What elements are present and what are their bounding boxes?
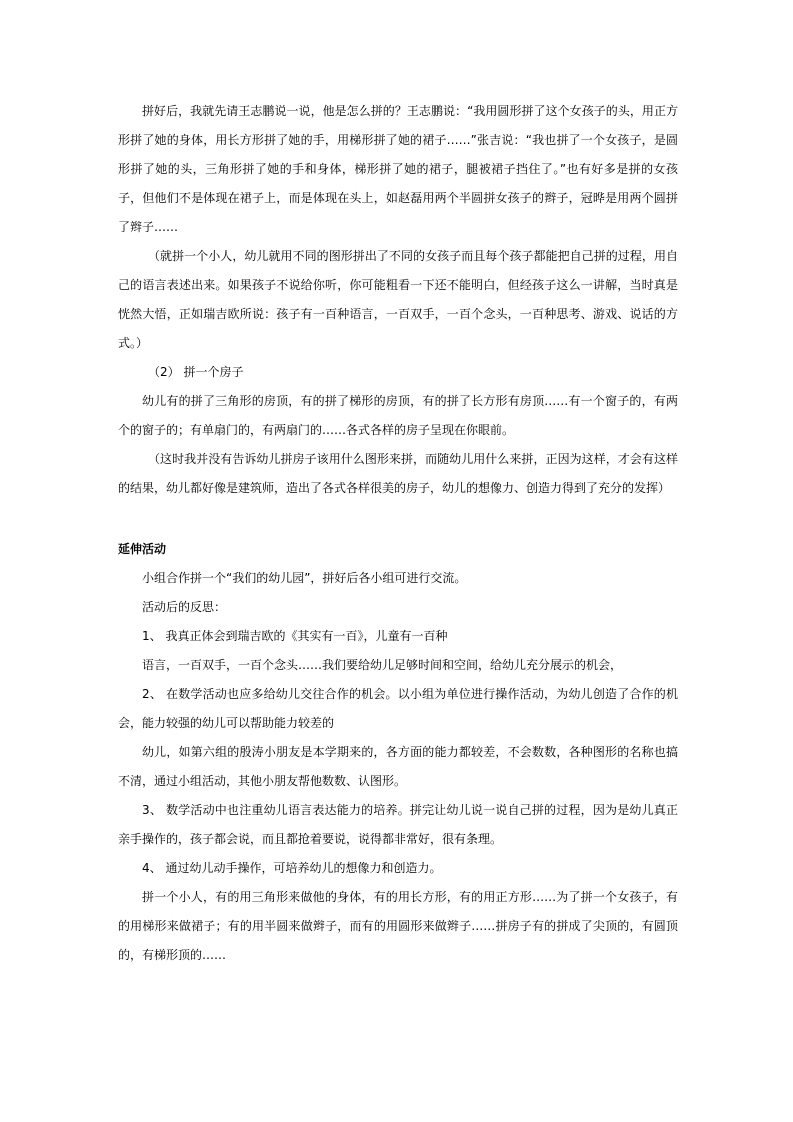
list-item-2: 2、 在数学活动也应多给幼儿交往合作的机会。以小组为单位进行操作活动，为幼儿创造了合作的机会，能力较强的幼儿可以帮助能力较差的 [118,687,678,730]
paragraph-group-kindergarten: 小组合作拼一个“我们的幼儿园”，拼好后各小组可进行交流。 [142,571,467,585]
paragraph-reflection-house: （这时我并没有告诉幼儿拼房子该用什么图形来拼，而随幼儿用什么来拼，正因为这样，才会有这样的结果，幼儿都好像是建筑师，造出了各式各样很美的房子，幼儿的想像力、创造力得到了充分的发挥） [118,452,678,495]
heading-extension-activity: 延伸活动 [118,542,167,556]
section-pinxiaoren [118,97,678,503]
paragraph-reflection-title: 活动后的反思： [142,600,227,614]
list-item-1-continued: 语言，一百双手，一百个念头……我们要给幼儿足够时间和空间，给幼儿充分展示的机会， [142,658,623,672]
paragraph-house-roofs: 幼儿有的拼了三角形的房顶，有的拼了梯形的房顶，有的拼了长方形有房顶……有一个窗子的，有两个的窗子的；有单扇门的，有两扇门的……各式各样的房子呈现在你眼前。 [118,394,678,437]
subheading-house: （2） 拼一个房子 [148,365,244,379]
section-extension [118,535,678,970]
list-item-2-continued: 幼儿，如第六组的殷涛小朋友是本学期来的，各方面的能力都较差，不会数数，各种图形的名称也搞不清，通过小组活动，其他小朋友帮他数数、认图形。 [118,745,678,788]
paragraph-reflection-girls: （就拼一个小人，幼儿就用不同的图形拼出了不同的女孩子而且每个孩子都能把自己拼的过程，用自己的语言表述出来。如果孩子不说给你听，你可能粗看一下还不能明白，但经孩子这么一讲解，当时真是恍然大悟，正如瑞吉欧所说：孩子有一百种语言，一百双手，一百个念头，一百种思考、游戏、说话的方式。） [118,249,678,350]
list-item-4: 4、 通过幼儿动手操作，可培养幼儿的想像力和创造力。 [142,861,442,875]
list-item-1: 1、 我真正体会到瑞吉欧的《其实有一百》，儿童有一百种 [142,629,448,643]
paragraph-wang-zhipeng: 拼好后，我就先请王志鹏说一说，他是怎么拼的？王志鹏说：“我用圆形拼了这个女孩子的头，用正方形拼了她的身体，用长方形拼了她的手，用梯形拼了她的裙子……”张吉说：“我也拼了一个女孩子，是圆形拼了她的头，三角形拼了她的手和身体，梯形拼了她的裙子，腿被裙子挡住了。”也有好多是拼的女孩子，但他们不是体现在裙子上，而是体现在头上，如赵磊用两个半圆拼女孩子的辫子，冠晔是用两个圆拼了辫子…… [118,104,678,234]
paragraph-summary: 拼一个小人，有的用三角形来做他的身体，有的用长方形，有的用正方形……为了拼一个女孩子，有的用梯形来做裙子；有的用半圆来做辫子，而有的用圆形来做辫子……拼房子有的拼成了尖顶的，有圆顶的，有梯形顶的…… [118,890,678,962]
list-item-3: 3、 数学活动中也注重幼儿语言表达能力的培养。拼完让幼儿说一说自己拼的过程，因为是幼儿真正亲手操作的，孩子都会说，而且都抢着要说，说得都非常好，很有条理。 [118,803,678,846]
